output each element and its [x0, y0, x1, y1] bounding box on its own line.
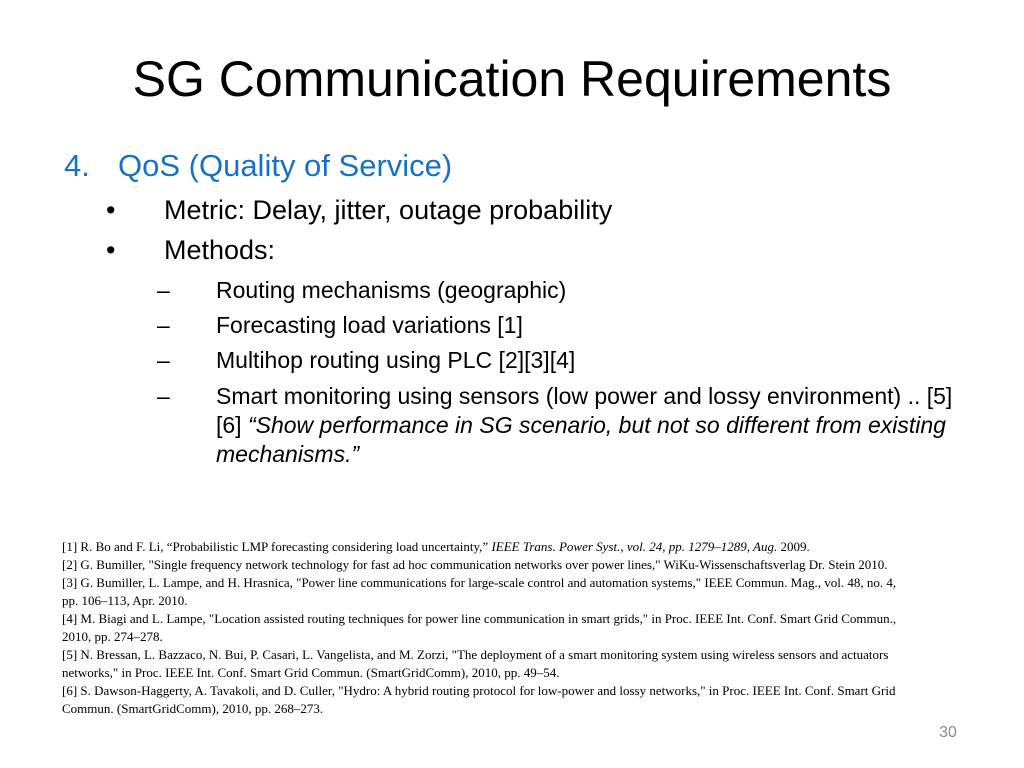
dash-mark: – — [157, 347, 170, 373]
section-heading — [64, 146, 452, 186]
sub-item-text: Routing mechanisms (geographic) — [216, 277, 567, 303]
reference-item: [5] N. Bressan, L. Bazzaco, N. Bui, P. Casari, L. Vangelista, and M. Zorzi, "The deployment of a smart monitoring system using wireless sensors and actuators networks," in Proc. IEEE Int. Conf. Smart Grid Commun. (SmartGridComm), 2010, pp. 49–54. — [62, 647, 889, 680]
reference-text: [1] R. Bo and F. Li, “Probabilistic LMP forecasting considering load uncertainty,” — [62, 539, 492, 554]
reference-item: [6] S. Dawson-Haggerty, A. Tavakoli, and D. Culler, "Hydro: A hybrid routing protocol for low-power and lossy networks," in Proc. IEEE Int. Conf. Smart Grid Commun. (SmartGridComm), 2010, pp. 268–273. — [62, 683, 896, 716]
sub-item-forecasting — [157, 311, 957, 340]
reference-item: [3] G. Bumiller, L. Lampe, and H. Hrasnica, "Power line communications for large-scale control and automation systems," IEEE Commun. Mag., vol. 48, no. 4, pp. 106–113, Apr. 2010. — [62, 575, 897, 608]
sub-item-quote: “Show performance in SG scenario, but not so different from existing mechanisms.” — [216, 412, 946, 467]
bullet-mark: • — [106, 195, 116, 225]
section-number: 4. — [64, 148, 90, 183]
bullet-mark: • — [106, 235, 116, 265]
reference-item: [4] M. Biagi and L. Lampe, "Location assisted routing techniques for power line communication in smart grids," in Proc. IEEE Int. Conf. Smart Grid Commun., 2010, pp. 274–278. — [62, 611, 897, 644]
sub-item-smart-monitoring — [157, 382, 957, 469]
page-number: 30 — [939, 724, 957, 741]
sub-item-body: Smart monitoring using sensors (low power and lossy environment) .. [5][6] — [216, 383, 953, 438]
bullet-item-methods — [106, 233, 275, 267]
reference-item — [62, 538, 912, 556]
slide-title: SG Communication Requirements — [132, 51, 892, 107]
sub-item-routing — [157, 276, 957, 305]
dash-mark: – — [157, 277, 170, 303]
sub-item-text — [216, 382, 957, 469]
reference-item: [2] G. Bumiller, "Single frequency network technology for fast ad hoc communication networks over power lines," WiKu-Wissenschaftsverlag Dr. Stein 2010. — [62, 557, 888, 572]
sub-item-text: Forecasting load variations [1] — [216, 312, 523, 338]
dash-mark: – — [157, 312, 170, 338]
references — [62, 538, 912, 718]
sub-item-multihop — [157, 346, 957, 375]
dash-mark: – — [157, 383, 170, 409]
reference-journal: IEEE Trans. Power Syst., vol. 24, pp. 1279–1289, Aug. — [491, 539, 778, 554]
bullet-text: Metric: Delay, jitter, outage probability — [164, 195, 613, 225]
bullet-text: Methods: — [164, 235, 276, 265]
bullet-item-metric — [106, 193, 612, 227]
reference-tail: 2009. — [777, 539, 810, 554]
section-label: QoS (Quality of Service) — [118, 148, 453, 183]
sub-item-text: Multihop routing using PLC [2][3][4] — [216, 347, 576, 373]
